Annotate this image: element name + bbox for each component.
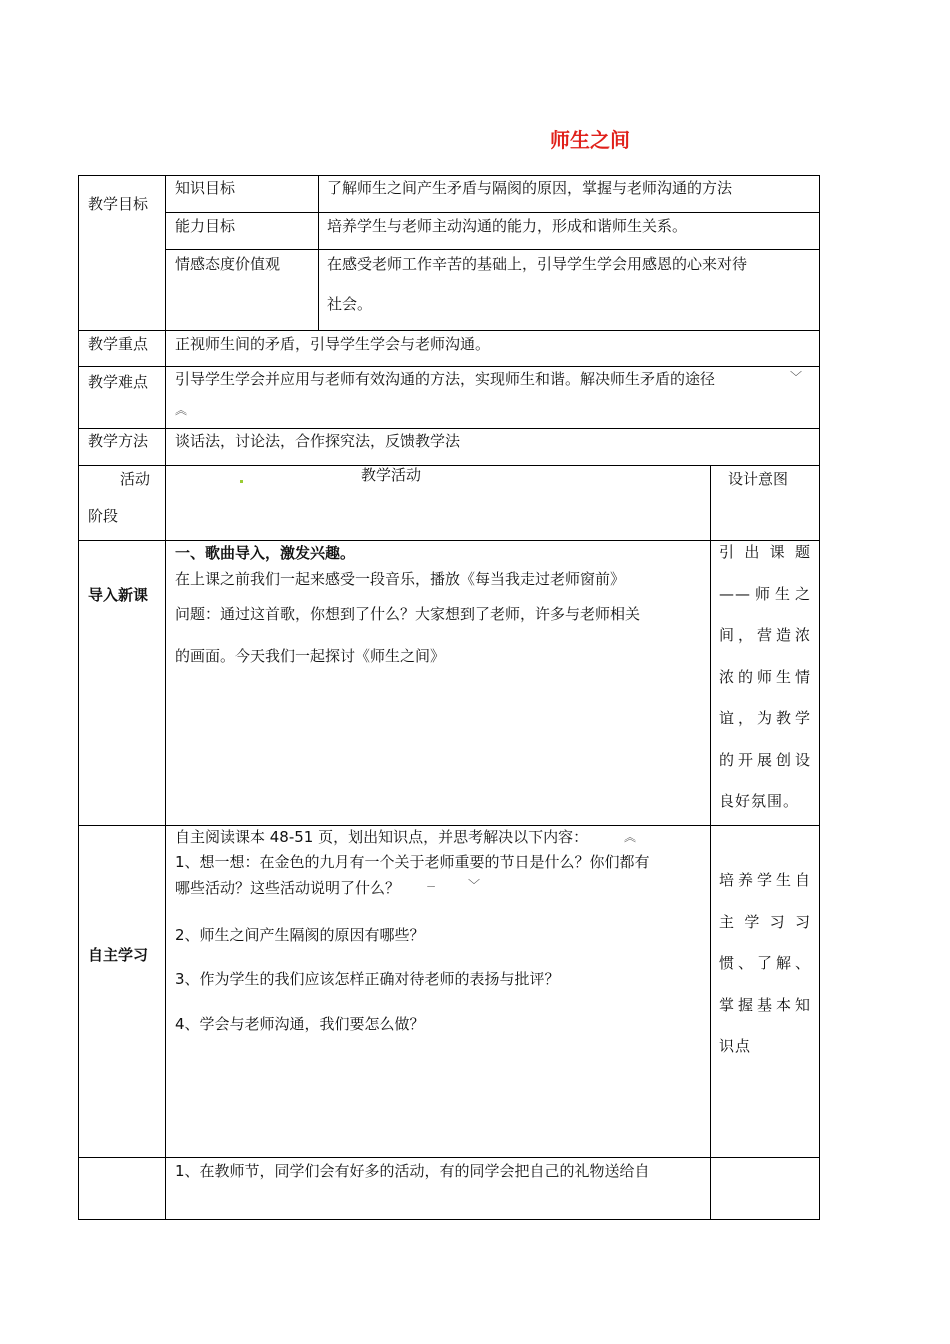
table-border: [78, 825, 820, 826]
intro-line2: 问题：通过这首歌，你想到了什么？大家想到了老师，许多与老师相关: [175, 605, 641, 623]
objective-type-emotion: 情感态度价值观: [175, 255, 281, 273]
table-border: [165, 212, 820, 213]
table-border: [78, 175, 820, 176]
self-study-intro: 自主阅读课本 48-51 页，划出知识点，并思考解决以下内容：: [175, 828, 589, 846]
key-point-text: 正视师生间的矛盾，引导学生学会与老师沟通。: [175, 335, 491, 353]
self-study-q1-line1: 1、想一想：在金色的九月有一个关于老师重要的节日是什么？你们都有: [175, 853, 650, 871]
intro-heading: 一、歌曲导入，激发兴趣。: [175, 544, 356, 562]
design-header: 设计意图: [728, 470, 789, 488]
objective-type-ability: 能力目标: [175, 217, 236, 235]
objective-text-emotion-line1: 在感受老师工作辛苦的基础上，引导学生学会用感恩的心来对待: [327, 255, 748, 273]
chevron-up-icon: ︽: [624, 830, 637, 844]
self-study-q1-line2: 哪些活动？这些活动说明了什么？: [175, 879, 401, 897]
intro-line1: 在上课之前我们一起来感受一段音乐，播放《每当我走过老师窗前》: [175, 570, 626, 588]
self-study-design: 培养学生自主学习习惯、了解、掌握基本知识点: [719, 871, 811, 1055]
self-study-q3: 3、作为学生的我们应该怎样正确对待老师的表扬与批评？: [175, 970, 560, 988]
table-border: [78, 428, 820, 429]
chevron-down-icon: ﹀: [468, 878, 481, 892]
table-border: [78, 465, 820, 466]
objective-text-ability: 培养学生与老师主动沟通的能力，形成和谐师生关系。: [327, 217, 688, 235]
chevron-down-icon: ﹀: [790, 370, 803, 384]
table-border: [819, 175, 820, 1219]
objective-text-emotion-line2: 社会。: [327, 295, 373, 313]
stage-header-line2: 阶段: [88, 507, 119, 525]
difficulty-label: 教学难点: [88, 373, 149, 391]
table-border: [318, 175, 319, 330]
page-title: 师生之间: [550, 128, 630, 152]
objective-type-knowledge: 知识目标: [175, 179, 236, 197]
objectives-label: 教学目标: [88, 195, 149, 213]
method-label: 教学方法: [88, 432, 149, 450]
table-border: [710, 465, 711, 1219]
key-point-label: 教学重点: [88, 335, 149, 353]
method-text: 谈话法，讨论法，合作探究法，反馈教学法: [175, 432, 461, 450]
table-border: [78, 330, 820, 331]
table-border: [78, 540, 820, 541]
table-border: [165, 175, 166, 1219]
decorative-dot: [240, 480, 243, 483]
objective-text-knowledge: 了解师生之间产生矛盾与隔阂的原因，掌握与老师沟通的方法: [327, 179, 733, 197]
next-line1: 1、在教师节，同学们会有好多的活动，有的同学会把自己的礼物送给自: [175, 1162, 650, 1180]
intro-design: 引出课题——师生之间，营造浓浓的师生情谊，为教学的开展创设良好氛围。: [719, 543, 811, 810]
self-study-q4: 4、学会与老师沟通，我们要怎么做？: [175, 1015, 425, 1033]
stage-intro: 导入新课: [88, 586, 149, 604]
difficulty-text: 引导学生学会并应用与老师有效沟通的方法，实现师生和谐。解决师生矛盾的途径: [175, 370, 716, 388]
table-border: [78, 175, 79, 1219]
stage-header-line1: 活动: [120, 470, 151, 488]
table-border: [78, 366, 820, 367]
stage-self-study: 自主学习: [88, 946, 149, 964]
table-border: [78, 1157, 820, 1158]
intro-line3: 的画面。今天我们一起探讨《师生之间》: [175, 647, 446, 665]
chevron-up-icon: ︽: [175, 403, 188, 417]
bracket-icon: ㄧ: [425, 880, 438, 894]
table-border: [78, 1219, 820, 1220]
activity-header: 教学活动: [361, 466, 422, 484]
table-border: [165, 249, 820, 250]
self-study-q2: 2、师生之间产生隔阂的原因有哪些？: [175, 926, 425, 944]
